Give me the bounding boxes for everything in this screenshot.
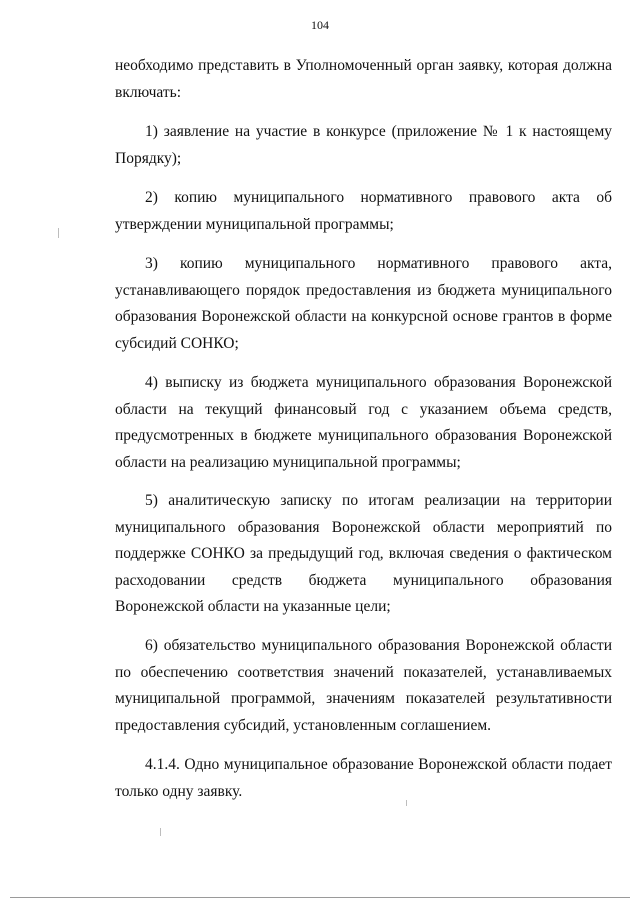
paragraph-intro: необходимо представить в Уполномоченный орган заявку, которая должна включать:: [115, 57, 612, 101]
scan-mark: [58, 228, 59, 238]
paragraph-item-6: 6) обязательство муниципального образования Воронежской области по обеспечению соответствия значений показателей, устанавливаемых муниципальной программой, значениям показателей результативности предоставления субсидий, установленным соглашением.: [115, 637, 612, 734]
scan-mark: [160, 828, 161, 836]
paragraph-item-4: 4) выписку из бюджета муниципального образования Воронежской области на текущий финансовый год с указанием объема средств, предусмотренных в бюджете муниципального образования Воронежской области на реализацию муниципальной программы;: [115, 374, 612, 471]
bottom-edge-line: [10, 897, 630, 898]
paragraph-clause-4-1-4: 4.1.4. Одно муниципальное образование Воронежской области подает только одну заявку.: [115, 756, 612, 800]
page-number: 104: [311, 18, 329, 32]
paragraph-item-1: 1) заявление на участие в конкурсе (приложение № 1 к настоящему Порядку);: [115, 123, 612, 167]
paragraph-item-5: 5) аналитическую записку по итогам реализации на территории муниципального образования Воронежской области мероприятий по поддержке СОНКО за предыдущий год, включая сведения о фактическом расходовании средств бюджета муниципального образования Воронежской области на указанные цели;: [115, 492, 612, 615]
paragraph-item-2: 2) копию муниципального нормативного правового акта об утверждении муниципальной программы;: [115, 189, 612, 233]
paragraph-item-3: 3) копию муниципального нормативного правового акта, устанавливающего порядок предоставления из бюджета муниципального образования Воронежской области на конкурсной основе грантов в форме субсидий СОНКО;: [115, 255, 612, 352]
scan-mark: [406, 800, 407, 806]
